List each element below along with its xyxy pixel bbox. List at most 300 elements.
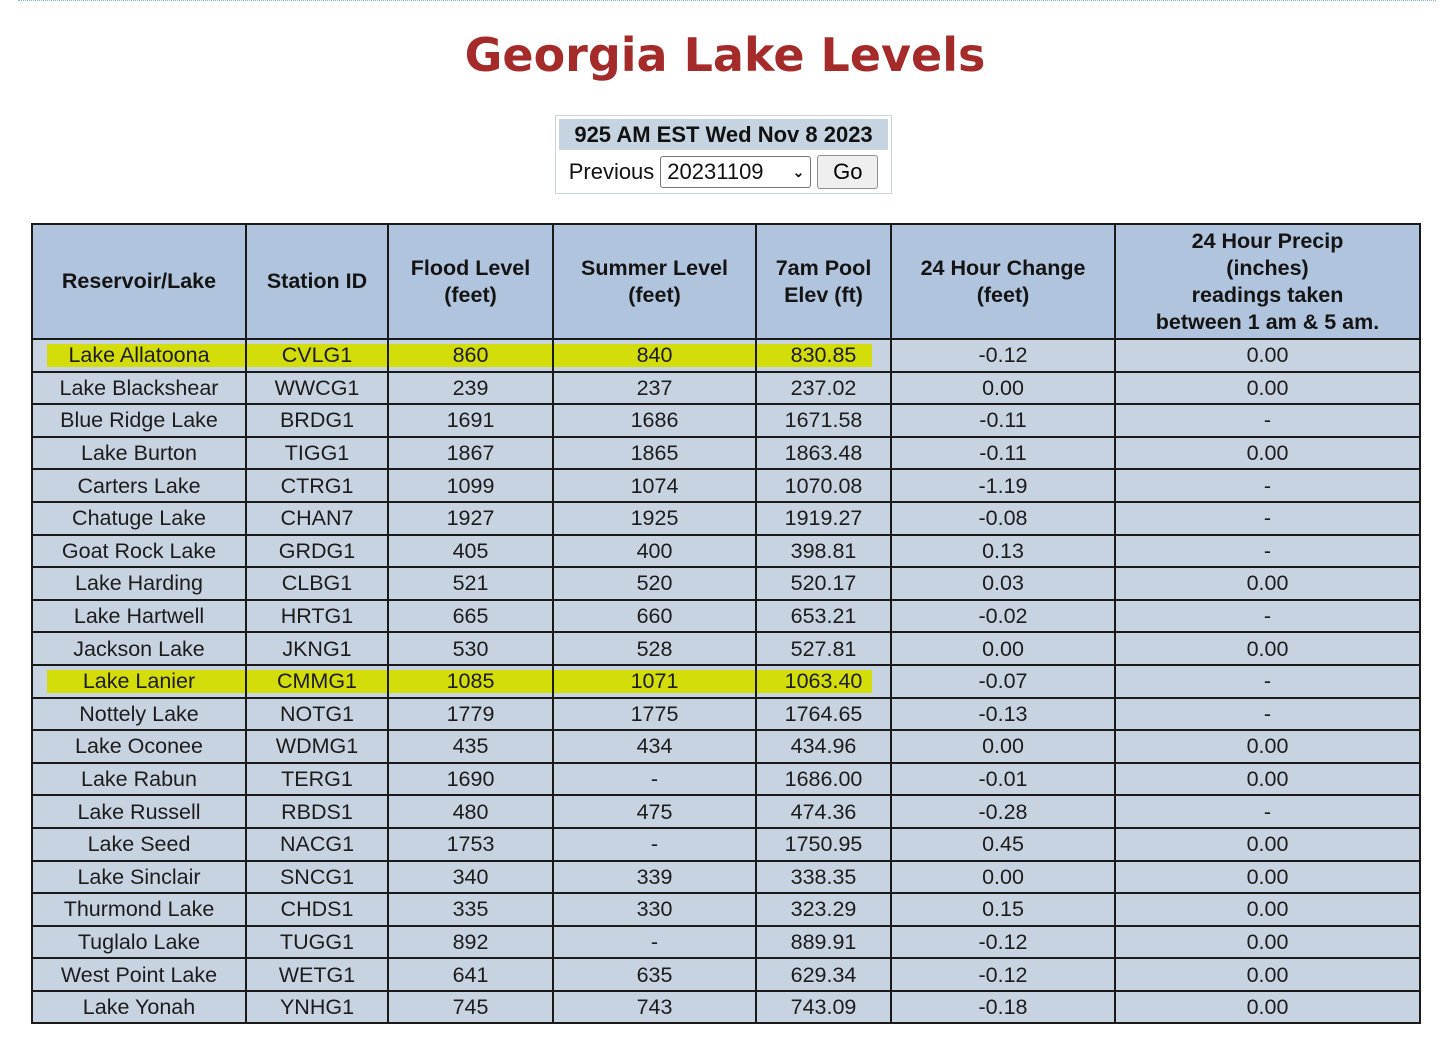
cell-24h-change xyxy=(891,372,1115,405)
cell-flood-level xyxy=(388,795,553,828)
cell-pool-elev xyxy=(756,893,891,926)
cell-24h-change xyxy=(891,893,1115,926)
cell-lake-name xyxy=(32,404,246,437)
cell-flood-level xyxy=(388,535,553,568)
cell-summer-level xyxy=(553,698,756,731)
cell-pool-elev-text: 889.91 xyxy=(790,929,857,954)
cell-lake-name xyxy=(32,763,246,796)
cell-24h-precip xyxy=(1115,828,1420,861)
cell-pool-elev-text: 1686.00 xyxy=(784,767,863,792)
cell-24h-change-text: -0.08 xyxy=(978,506,1028,531)
cell-summer-level-text: 237 xyxy=(636,375,673,400)
cell-lake-name-text: Lake Oconee xyxy=(75,734,203,759)
cell-24h-change-text: -0.12 xyxy=(978,929,1028,954)
previous-row xyxy=(556,154,891,190)
cell-station-id xyxy=(246,828,388,861)
cell-station-id xyxy=(246,926,388,959)
cell-summer-level-text: 1925 xyxy=(630,506,679,531)
cell-pool-elev xyxy=(756,828,891,861)
cell-station-id-text: CHDS1 xyxy=(280,897,354,922)
cell-24h-precip-text: 0.00 xyxy=(1246,864,1289,889)
cell-station-id xyxy=(246,861,388,894)
cell-pool-elev-text: 338.35 xyxy=(790,864,857,889)
cell-lake-name-text: Thurmond Lake xyxy=(63,897,215,922)
cell-summer-level-text: 475 xyxy=(636,799,673,824)
cell-pool-elev-text: 1063.40 xyxy=(784,669,863,694)
cell-lake-name-text: Lake Sinclair xyxy=(77,864,201,889)
cell-24h-change-text: -0.11 xyxy=(979,441,1027,466)
cell-station-id xyxy=(246,958,388,991)
cell-lake-name xyxy=(32,861,246,894)
cell-24h-precip xyxy=(1115,339,1420,372)
cell-summer-level xyxy=(553,926,756,959)
table-row xyxy=(32,502,1420,535)
cell-24h-change xyxy=(891,404,1115,437)
cell-summer-level xyxy=(553,535,756,568)
table-row xyxy=(32,372,1420,405)
cell-lake-name-text: Lake Rabun xyxy=(81,767,197,792)
cell-summer-level xyxy=(553,372,756,405)
cell-24h-change-text: -0.01 xyxy=(978,767,1028,792)
cell-24h-change-text: -0.12 xyxy=(978,343,1028,368)
cell-flood-level xyxy=(388,958,553,991)
cell-summer-level-text: 520 xyxy=(636,571,673,596)
cell-24h-precip xyxy=(1115,763,1420,796)
cell-24h-precip xyxy=(1115,795,1420,828)
cell-24h-change xyxy=(891,535,1115,568)
cell-flood-level-text: 1779 xyxy=(446,701,495,726)
cell-pool-elev-text: 323.29 xyxy=(790,897,857,922)
cell-24h-change xyxy=(891,958,1115,991)
cell-24h-precip-text: - xyxy=(1263,669,1272,694)
cell-24h-change xyxy=(891,828,1115,861)
cell-summer-level xyxy=(553,730,756,763)
cell-24h-precip xyxy=(1115,567,1420,600)
cell-flood-level-text: 892 xyxy=(452,929,489,954)
cell-station-id-text: BRDG1 xyxy=(279,408,355,433)
previous-label: Previous xyxy=(568,159,655,184)
report-timestamp: 925 AM EST Wed Nov 8 2023 xyxy=(559,119,888,150)
cell-24h-change-text: 0.15 xyxy=(982,897,1024,922)
cell-station-id-text: CTRG1 xyxy=(280,473,354,498)
cell-summer-level-text: 660 xyxy=(636,604,673,629)
table-row xyxy=(32,600,1420,633)
lake-levels-table xyxy=(31,223,1421,1024)
cell-24h-change xyxy=(891,926,1115,959)
cell-lake-name-text: West Point Lake xyxy=(60,962,218,987)
cell-24h-change xyxy=(891,502,1115,535)
cell-24h-change xyxy=(891,632,1115,665)
table-row xyxy=(32,926,1420,959)
table-row xyxy=(32,991,1420,1024)
cell-summer-level xyxy=(553,600,756,633)
cell-summer-level-text: 1865 xyxy=(630,441,679,466)
cell-pool-elev xyxy=(756,535,891,568)
cell-pool-elev xyxy=(756,469,891,502)
cell-summer-level xyxy=(553,469,756,502)
cell-flood-level xyxy=(388,991,553,1024)
cell-summer-level-text: 400 xyxy=(636,538,673,563)
cell-24h-precip xyxy=(1115,469,1420,502)
cell-lake-name-text: Tuglalo Lake xyxy=(77,929,201,954)
cell-summer-level xyxy=(553,339,756,372)
cell-lake-name xyxy=(32,958,246,991)
cell-station-id xyxy=(246,632,388,665)
table-row-highlighted xyxy=(32,339,1420,372)
cell-flood-level-text: 665 xyxy=(452,604,489,629)
cell-24h-precip xyxy=(1115,991,1420,1024)
cell-24h-precip xyxy=(1115,502,1420,535)
cell-station-id xyxy=(246,567,388,600)
cell-station-id-text: NOTG1 xyxy=(279,701,355,726)
cell-24h-change xyxy=(891,991,1115,1024)
header-flood-level: Flood Level (feet) xyxy=(388,224,553,339)
cell-pool-elev xyxy=(756,926,891,959)
cell-24h-change-text: 0.03 xyxy=(982,571,1024,596)
table-row xyxy=(32,828,1420,861)
cell-station-id xyxy=(246,535,388,568)
previous-date-select[interactable] xyxy=(660,156,811,188)
chevron-down-icon: ⌄ xyxy=(792,163,805,180)
table-header-row xyxy=(32,224,1420,339)
cell-pool-elev-text: 743.09 xyxy=(790,995,857,1020)
cell-pool-elev xyxy=(756,861,891,894)
cell-station-id-text: CVLG1 xyxy=(281,343,353,368)
cell-24h-change xyxy=(891,567,1115,600)
cell-summer-level xyxy=(553,828,756,861)
cell-lake-name-text: Jackson Lake xyxy=(73,636,205,661)
cell-24h-change-text: -0.11 xyxy=(979,408,1027,433)
cell-station-id-text: WETG1 xyxy=(278,962,356,987)
previous-date-value: 20231109 xyxy=(667,159,764,184)
cell-lake-name xyxy=(32,991,246,1024)
cell-flood-level-text: 340 xyxy=(452,864,489,889)
cell-24h-precip-text: - xyxy=(1263,799,1272,824)
cell-pool-elev-text: 1863.48 xyxy=(784,441,863,466)
cell-flood-level xyxy=(388,567,553,600)
cell-station-id xyxy=(246,730,388,763)
cell-flood-level xyxy=(388,339,553,372)
cell-24h-precip-text: - xyxy=(1263,604,1272,629)
cell-pool-elev xyxy=(756,437,891,470)
cell-flood-level-text: 1690 xyxy=(446,767,495,792)
cell-summer-level xyxy=(553,763,756,796)
cell-pool-elev xyxy=(756,600,891,633)
cell-24h-precip-text: - xyxy=(1263,506,1272,531)
cell-station-id-text: YNHG1 xyxy=(279,995,355,1020)
cell-24h-precip-text: 0.00 xyxy=(1246,375,1289,400)
cell-24h-precip xyxy=(1115,600,1420,633)
cell-station-id xyxy=(246,795,388,828)
cell-summer-level xyxy=(553,567,756,600)
cell-flood-level xyxy=(388,893,553,926)
cell-station-id xyxy=(246,665,388,698)
cell-flood-level-text: 1867 xyxy=(446,441,495,466)
cell-flood-level xyxy=(388,372,553,405)
cell-24h-precip-text: 0.00 xyxy=(1246,767,1289,792)
header-summer-level: Summer Level (feet) xyxy=(553,224,756,339)
cell-flood-level-text: 641 xyxy=(452,962,489,987)
cell-station-id xyxy=(246,698,388,731)
cell-station-id-text: CHAN7 xyxy=(280,506,354,531)
cell-lake-name-text: Carters Lake xyxy=(77,473,201,498)
cell-24h-precip-text: 0.00 xyxy=(1246,995,1289,1020)
cell-pool-elev-text: 237.02 xyxy=(790,375,857,400)
cell-station-id-text: CLBG1 xyxy=(281,571,353,596)
table-row xyxy=(32,730,1420,763)
cell-station-id-text: RBDS1 xyxy=(281,799,353,824)
cell-lake-name-text: Lake Blackshear xyxy=(59,375,219,400)
cell-station-id-text: HRTG1 xyxy=(280,604,354,629)
header-24h-precip: 24 Hour Precip (inches) readings taken between 1 am & 5 am. xyxy=(1115,224,1420,339)
cell-lake-name xyxy=(32,372,246,405)
cell-lake-name-text: Lake Russell xyxy=(77,799,201,824)
cell-pool-elev xyxy=(756,567,891,600)
cell-lake-name xyxy=(32,567,246,600)
cell-flood-level xyxy=(388,404,553,437)
cell-station-id-text: WWCG1 xyxy=(274,375,360,400)
cell-pool-elev-text: 1671.58 xyxy=(784,408,863,433)
cell-pool-elev-text: 629.34 xyxy=(790,962,857,987)
cell-station-id-text: TERG1 xyxy=(281,767,353,792)
cell-summer-level xyxy=(553,795,756,828)
cell-station-id xyxy=(246,893,388,926)
cell-flood-level xyxy=(388,828,553,861)
cell-lake-name xyxy=(32,926,246,959)
cell-24h-change xyxy=(891,861,1115,894)
cell-pool-elev xyxy=(756,502,891,535)
cell-pool-elev-text: 653.21 xyxy=(790,604,857,629)
cell-pool-elev-text: 520.17 xyxy=(790,571,857,596)
cell-24h-precip-text: - xyxy=(1263,408,1272,433)
cell-lake-name xyxy=(32,698,246,731)
cell-lake-name-text: Lake Allatoona xyxy=(68,343,210,368)
cell-station-id-text: SNCG1 xyxy=(279,864,355,889)
cell-summer-level xyxy=(553,991,756,1024)
cell-flood-level xyxy=(388,763,553,796)
cell-24h-change-text: 0.00 xyxy=(982,734,1024,759)
cell-summer-level xyxy=(553,502,756,535)
cell-summer-level-text: 1775 xyxy=(630,701,679,726)
cell-station-id xyxy=(246,339,388,372)
table-row xyxy=(32,437,1420,470)
cell-24h-change xyxy=(891,469,1115,502)
table-row xyxy=(32,632,1420,665)
cell-24h-precip xyxy=(1115,958,1420,991)
cell-flood-level-text: 745 xyxy=(452,995,489,1020)
cell-flood-level-text: 239 xyxy=(452,375,489,400)
cell-flood-level xyxy=(388,469,553,502)
cell-24h-change-text: 0.45 xyxy=(982,832,1024,857)
header-24h-change: 24 Hour Change (feet) xyxy=(891,224,1115,339)
cell-lake-name xyxy=(32,893,246,926)
cell-24h-change xyxy=(891,795,1115,828)
cell-station-id-text: NACG1 xyxy=(279,832,355,857)
cell-summer-level-text: 434 xyxy=(636,734,673,759)
cell-summer-level-text: 1074 xyxy=(630,473,679,498)
cell-lake-name xyxy=(32,632,246,665)
cell-pool-elev-text: 398.81 xyxy=(790,538,857,563)
cell-24h-precip xyxy=(1115,437,1420,470)
cell-flood-level-text: 435 xyxy=(452,734,489,759)
cell-lake-name xyxy=(32,437,246,470)
cell-24h-change xyxy=(891,665,1115,698)
cell-flood-level xyxy=(388,632,553,665)
cell-station-id-text: TUGG1 xyxy=(279,929,355,954)
cell-24h-change xyxy=(891,763,1115,796)
cell-lake-name-text: Goat Rock Lake xyxy=(61,538,217,563)
table-row xyxy=(32,698,1420,731)
table-row xyxy=(32,535,1420,568)
cell-24h-precip xyxy=(1115,535,1420,568)
cell-24h-change-text: -0.13 xyxy=(978,701,1028,726)
cell-24h-change xyxy=(891,698,1115,731)
cell-summer-level-text: 635 xyxy=(636,962,673,987)
cell-station-id xyxy=(246,991,388,1024)
cell-pool-elev-text: 527.81 xyxy=(790,636,857,661)
cell-lake-name-text: Lake Lanier xyxy=(82,669,196,694)
cell-flood-level xyxy=(388,502,553,535)
top-divider xyxy=(18,0,1436,1)
cell-pool-elev xyxy=(756,339,891,372)
cell-24h-precip xyxy=(1115,404,1420,437)
cell-24h-precip-text: 0.00 xyxy=(1246,962,1289,987)
cell-24h-change-text: 0.00 xyxy=(982,375,1024,400)
cell-pool-elev-text: 1764.65 xyxy=(784,701,863,726)
cell-24h-change xyxy=(891,600,1115,633)
cell-summer-level-text: 528 xyxy=(636,636,673,661)
cell-lake-name xyxy=(32,535,246,568)
cell-24h-precip-text: - xyxy=(1263,538,1272,563)
cell-pool-elev xyxy=(756,698,891,731)
cell-24h-precip-text: 0.00 xyxy=(1246,897,1289,922)
cell-24h-precip-text: 0.00 xyxy=(1246,441,1289,466)
cell-station-id-text: WDMG1 xyxy=(275,734,359,759)
cell-flood-level-text: 335 xyxy=(452,897,489,922)
cell-lake-name-text: Nottely Lake xyxy=(79,701,199,726)
cell-24h-precip-text: 0.00 xyxy=(1246,343,1289,368)
table-row xyxy=(32,893,1420,926)
cell-pool-elev-text: 1750.95 xyxy=(784,832,863,857)
cell-pool-elev xyxy=(756,958,891,991)
table-row xyxy=(32,795,1420,828)
cell-24h-change-text: -0.18 xyxy=(978,995,1028,1020)
cell-lake-name xyxy=(32,600,246,633)
cell-pool-elev-text: 1919.27 xyxy=(784,506,863,531)
cell-flood-level xyxy=(388,698,553,731)
cell-pool-elev xyxy=(756,665,891,698)
cell-pool-elev xyxy=(756,372,891,405)
cell-24h-precip-text: 0.00 xyxy=(1246,734,1289,759)
cell-flood-level xyxy=(388,665,553,698)
cell-lake-name xyxy=(32,828,246,861)
cell-24h-precip xyxy=(1115,665,1420,698)
cell-summer-level-text: 743 xyxy=(636,995,673,1020)
cell-24h-precip-text: 0.00 xyxy=(1246,636,1289,661)
cell-24h-precip-text: - xyxy=(1263,701,1272,726)
cell-24h-change xyxy=(891,730,1115,763)
cell-summer-level xyxy=(553,632,756,665)
header-reservoir-lake: Reservoir/Lake xyxy=(32,224,246,339)
cell-flood-level-text: 1753 xyxy=(446,832,495,857)
cell-lake-name-text: Lake Hartwell xyxy=(73,604,205,629)
cell-24h-change-text: 0.00 xyxy=(982,864,1024,889)
cell-24h-precip-text: 0.00 xyxy=(1246,929,1289,954)
cell-station-id xyxy=(246,372,388,405)
cell-flood-level-text: 1927 xyxy=(446,506,495,531)
cell-summer-level xyxy=(553,437,756,470)
cell-24h-precip-text: - xyxy=(1263,473,1272,498)
header-station-id: Station ID xyxy=(246,224,388,339)
cell-24h-precip xyxy=(1115,632,1420,665)
cell-24h-change xyxy=(891,339,1115,372)
cell-station-id-text: GRDG1 xyxy=(278,538,356,563)
cell-lake-name xyxy=(32,469,246,502)
cell-summer-level xyxy=(553,893,756,926)
cell-24h-change-text: 0.13 xyxy=(982,538,1024,563)
cell-flood-level-text: 1099 xyxy=(446,473,495,498)
cell-station-id xyxy=(246,600,388,633)
cell-24h-precip-text: 0.00 xyxy=(1246,571,1289,596)
cell-lake-name-text: Lake Harding xyxy=(75,571,203,596)
cell-summer-level-text: 1686 xyxy=(630,408,679,433)
cell-flood-level-text: 521 xyxy=(452,571,489,596)
go-button[interactable]: Go xyxy=(817,155,878,189)
cell-lake-name xyxy=(32,339,246,372)
cell-station-id xyxy=(246,502,388,535)
cell-24h-precip-text: 0.00 xyxy=(1246,832,1289,857)
table-row xyxy=(32,404,1420,437)
cell-lake-name-text: Lake Burton xyxy=(81,441,197,466)
cell-pool-elev xyxy=(756,404,891,437)
header-pool-elev: 7am Pool Elev (ft) xyxy=(756,224,891,339)
table-row xyxy=(32,861,1420,894)
cell-24h-precip xyxy=(1115,926,1420,959)
cell-24h-change-text: -0.28 xyxy=(978,799,1028,824)
cell-lake-name-text: Lake Yonah xyxy=(82,995,196,1020)
cell-summer-level-text: 840 xyxy=(636,343,673,368)
cell-24h-precip xyxy=(1115,372,1420,405)
cell-lake-name xyxy=(32,795,246,828)
date-selector-box xyxy=(555,115,892,194)
cell-flood-level xyxy=(388,926,553,959)
cell-24h-precip xyxy=(1115,893,1420,926)
cell-pool-elev-text: 1070.08 xyxy=(784,473,863,498)
table-row xyxy=(32,958,1420,991)
cell-lake-name xyxy=(32,730,246,763)
cell-pool-elev xyxy=(756,991,891,1024)
cell-24h-precip xyxy=(1115,698,1420,731)
page-title: Georgia Lake Levels xyxy=(464,28,986,82)
cell-flood-level-text: 405 xyxy=(452,538,489,563)
cell-flood-level-text: 860 xyxy=(452,343,489,368)
cell-24h-change-text: -0.07 xyxy=(978,669,1028,694)
cell-pool-elev xyxy=(756,632,891,665)
cell-24h-change-text: -1.19 xyxy=(978,473,1028,498)
cell-summer-level xyxy=(553,665,756,698)
cell-flood-level xyxy=(388,437,553,470)
cell-summer-level-text: - xyxy=(650,832,659,857)
cell-summer-level-text: 330 xyxy=(636,897,673,922)
cell-station-id-text: TIGG1 xyxy=(284,441,350,466)
cell-station-id xyxy=(246,437,388,470)
cell-flood-level-text: 530 xyxy=(452,636,489,661)
cell-station-id-text: JKNG1 xyxy=(282,636,352,661)
table-body xyxy=(32,339,1420,1023)
cell-flood-level-text: 480 xyxy=(452,799,489,824)
cell-pool-elev-text: 474.36 xyxy=(790,799,857,824)
cell-flood-level-text: 1691 xyxy=(446,408,495,433)
